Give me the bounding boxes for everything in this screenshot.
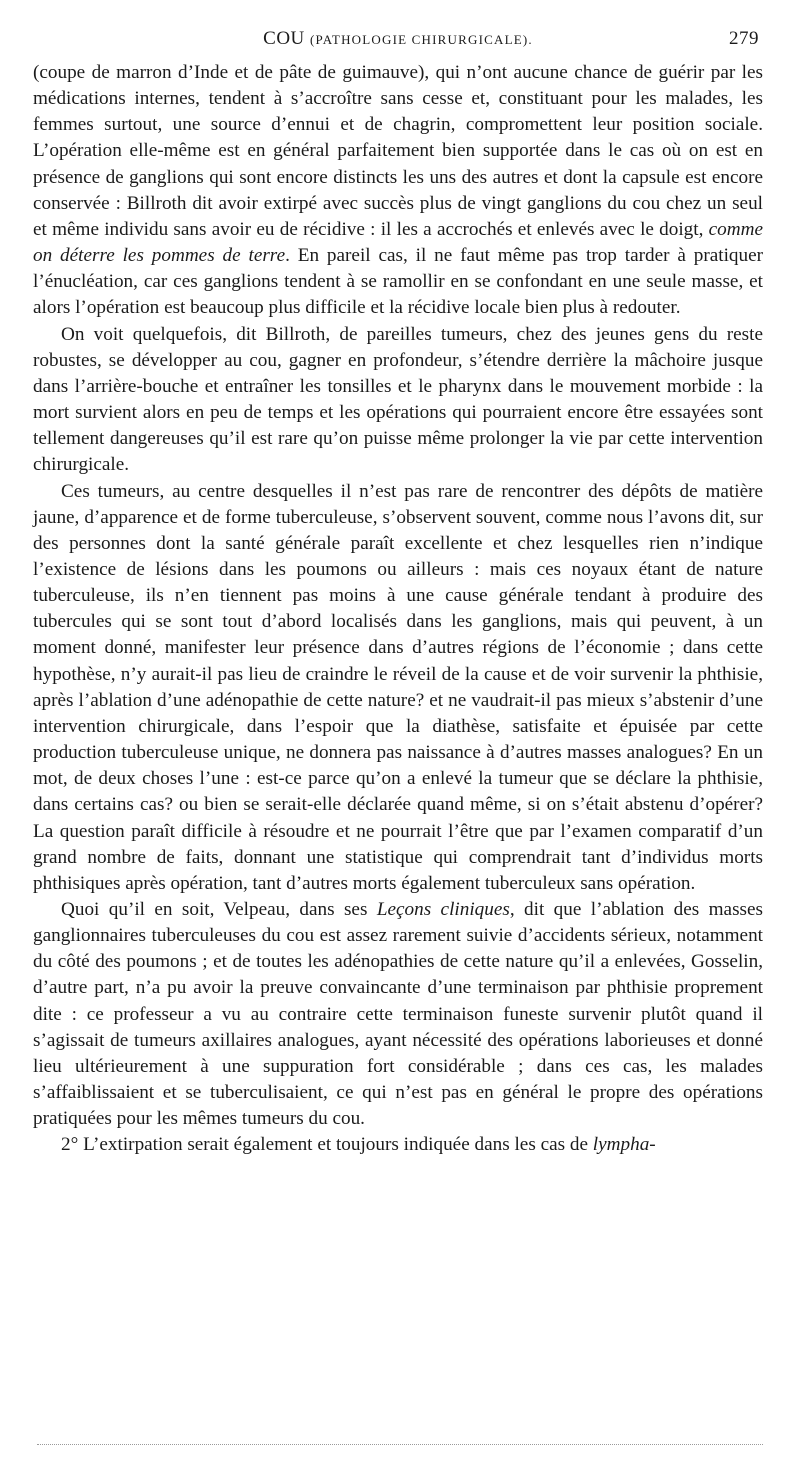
text-run: 2° L’extirpation serait également et toujours indiquée dans les cas de <box>61 1134 593 1156</box>
paragraph <box>33 60 763 322</box>
text-run: . En pareil cas, il ne faut même pas trop tarder à pratiquer l’énucléation, car ces ganglions tendent à se ramollir en se confondant en une seule masse, et alors l’opération est beaucoup plus difficile et la récidive locale bien plus à redouter. <box>33 245 763 319</box>
paragraph <box>33 322 763 479</box>
text-run: (coupe de marron d’Inde et de pâte de guimauve), qui n’ont aucune chance de guérir par les médications internes, tendent à s’accroître sans cesse et, constituant pour les malades, les femmes surtout, une source d’ennui et de chagrin, compromettent leur position sociale. L’opération elle-même est en général parfaitement bien supportée dans le cas où on est en présence de ganglions qui sont encore distincts les uns des autres et dont la capsule est encore conservée : Billroth dit avoir extirpé avec succès plus de vingt ganglions du cou chez un seul et même individu sans avoir eu de récidive : il les a accrochés et enlevés avec le doigt, <box>33 62 763 240</box>
running-title-main: COU <box>263 28 305 49</box>
text-run: On voit quelquefois, dit Billroth, de pareilles tumeurs, chez des jeunes gens du reste robustes, se développer au cou, gagner en profondeur, s’étendre derrière la mâchoire jusque dans l’arrière-bouche et entraîner les tonsilles et le pharynx dans le mouvement morbide : la mort survient alors en peu de temps et les opérations qui pourraient encore être essayées sont tellement dangereuses qu’il est rare qu’on puisse même prolonger la vie par cette intervention chirurgicale. <box>33 323 763 476</box>
running-head <box>33 28 763 56</box>
running-title-sub: (PATHOLOGIE CHIRURGICALE). <box>310 32 533 47</box>
text-run: , dit que l’ablation des masses ganglionnaires tuberculeuses du cou est assez rarement suivie d’accidents sérieux, notamment du côté des poumons ; et de toutes les adénopathies de cette nature qu’il a enlevées, Gosselin, d’autre part, n’a pu avoir la preuve convaincante d’une terminaison par phthisie proprement dite : ce professeur a vu au contraire cette terminaison funeste survenir plutôt quand il s’agissait de tumeurs axillaires analogues, ayant nécessité des opérations laborieuses et donné lieu ultérieurement à une suppuration fort considérable ; dans ces cas, les malades s’affaiblissaient et se tuberculisaient, ce qui n’est pas en général le propre des opérations pratiquées pour les mêmes tumeurs du cou. <box>33 899 763 1130</box>
paragraph <box>33 897 763 1132</box>
italic-text: comme on déterre les pommes de terre <box>33 218 763 267</box>
paragraph <box>33 479 763 898</box>
italic-text: Leçons cliniques <box>376 899 510 920</box>
body-text <box>33 60 763 1159</box>
italic-text: lympha- <box>592 1134 656 1156</box>
running-title <box>33 28 763 50</box>
page-number: 279 <box>729 28 759 49</box>
footer-dotted-rule <box>37 1444 763 1445</box>
text-run: Ces tumeurs, au centre desquelles il n’est pas rare de rencontrer des dépôts de matière jaune, d’apparence et de forme tuberculeuse, s’observent souvent, comme nous l’avons dit, sur des personnes dont la santé générale paraît excellente et chez lesquelles rien n’indique l’existence de lésions dans les poumons ou ailleurs : mais ces noyaux étant de nature tuberculeuse, ils n’en tiennent pas moins à une cause générale tendant à produire des tubercules qui se sont tout d’abord localisés dans les ganglions, mais qui peuvent, à un moment donné, manifester leur présence dans d’autres régions de l’économie ; dans cette hypothèse, n’y aurait-il pas lieu de craindre le réveil de la cause et de voir survenir la phthisie, après l’ablation d’une adénopathie de cette nature? et ne vaudrait-il pas mieux s’abstenir d’une intervention chirurgicale, dans l’espoir que la diathèse, satisfaite et épuisée par cette production tuberculeuse unique, ne donnera pas naissance à d’autres masses analogues? En un mot, de deux choses l’une : est-ce parce qu’on a enlevé la tumeur que se déclare la phthisie, dans certains cas? ou bien se serait-elle déclarée quand même, si on s’était abstenu d’opérer? La question paraît difficile à résoudre et ne pourrait l’être que par l’examen comparatif d’un grand nombre de faits, donnant une statistique qui comprendrait tant d’individus morts phthisiques après opération, tant d’autres morts également tuberculeux sans opération. <box>33 480 763 894</box>
page <box>33 28 763 1159</box>
text-run: Quoi qu’il en soit, Velpeau, dans ses <box>61 899 377 920</box>
paragraph <box>33 1132 763 1158</box>
